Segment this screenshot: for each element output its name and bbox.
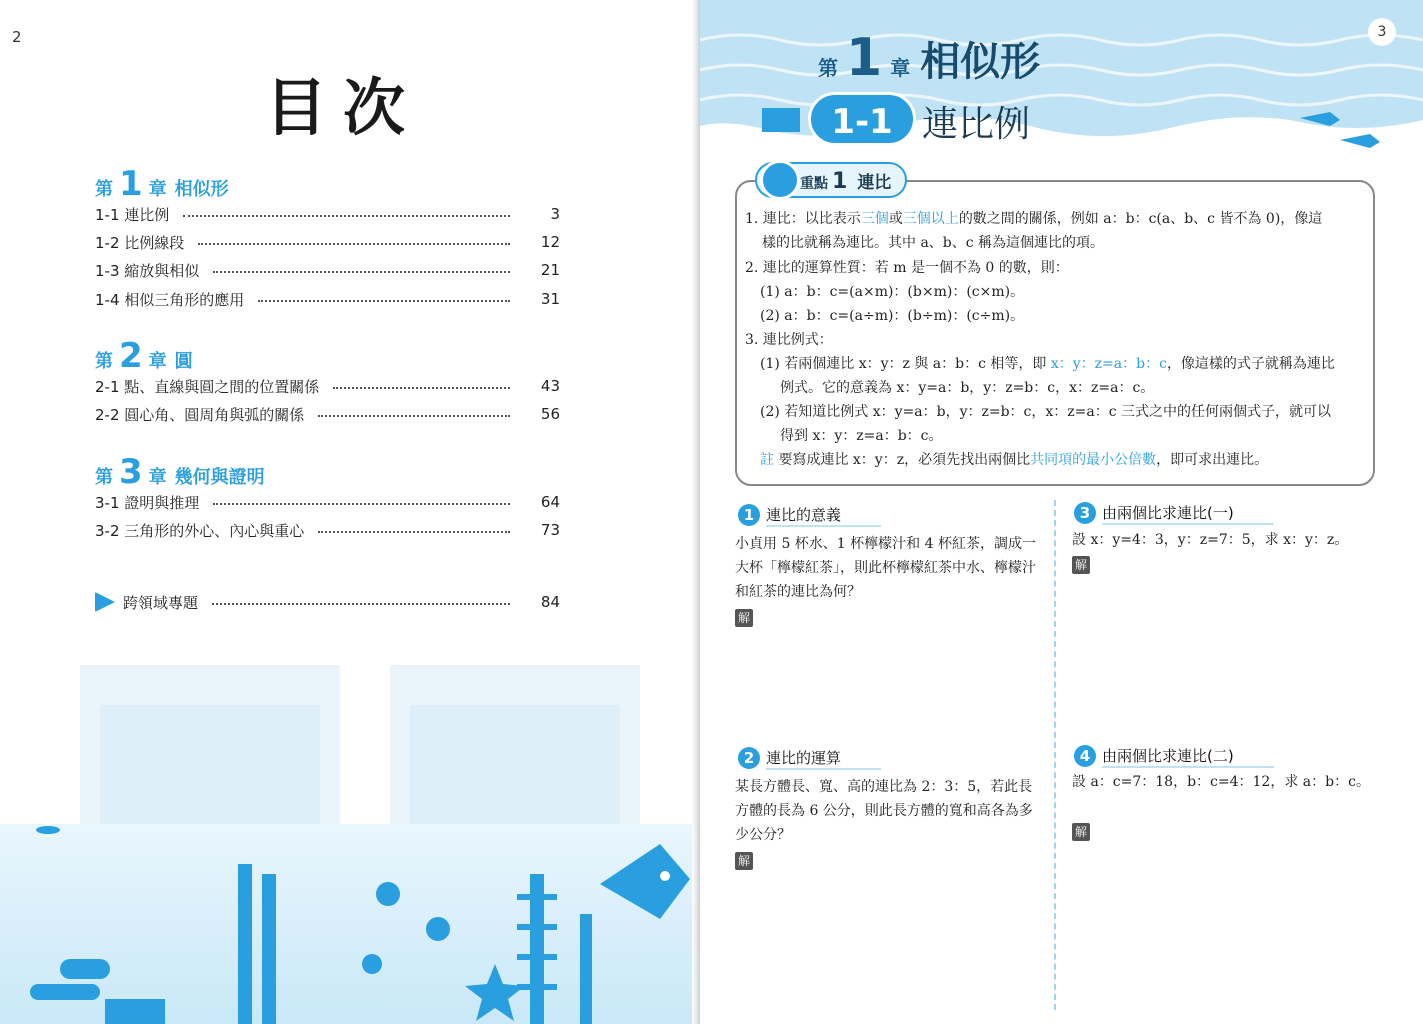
chapter-label-post: 章 [148, 467, 167, 488]
toc-entry[interactable] [95, 403, 560, 425]
key-point-title: 連比 [857, 173, 892, 193]
toc-chapter-1[interactable] [95, 164, 229, 204]
toc-entry[interactable] [95, 375, 560, 397]
chapter-name: 幾何與證明 [174, 467, 265, 488]
example-2-text: 某長方體長、寬、高的連比為 2：3：5，若此長方體的長為 6 公分，則此長方體的寬和高各為多少公分？ [735, 779, 1033, 843]
toc-entry-label: 跨領域專題 [123, 593, 199, 612]
example-title: 連比的意義 [766, 504, 881, 527]
column-divider [1054, 500, 1056, 1010]
chapter-name: 圓 [174, 351, 193, 372]
answer-mark: 解 [1072, 556, 1090, 574]
sea-floor-illustration [0, 824, 700, 1024]
page-number-left: 2 [12, 28, 22, 46]
toc-entry-label: 2-1 點、直線與圓之間的位置關係 [95, 377, 320, 396]
example-3-text: 設 x：y=4：3，y：z=7：5，求 x：y：z。 [1072, 532, 1349, 548]
key-note: 註 要寫成連比 x：y：z，必須先找出兩個比共同項的最小公倍數，即可求出連比。 [760, 452, 1269, 468]
key-line: 3. 連比例式： [745, 332, 833, 348]
leader-dots [212, 603, 510, 605]
chapter-label-pre: 第 [95, 351, 113, 372]
chapter-label-post: 章 [148, 351, 167, 372]
left-page [0, 0, 700, 1024]
key-point-label [800, 168, 891, 194]
toc-entry-page: 31 [540, 290, 560, 308]
key-line: (1) a：b：c=(a×m)：(b×m)：(c×m)。 [760, 284, 1025, 300]
key-line: 例式。它的意義為 x：y=a：b，y：z=b：c，x：z=a：c。 [780, 380, 1155, 396]
chapter-label-pre: 第 [95, 467, 113, 488]
toc-entry-page: 12 [540, 233, 560, 251]
section-title: 連比例 [922, 104, 1031, 145]
right-page [700, 0, 1423, 1024]
leader-dots [213, 503, 510, 505]
play-icon [95, 592, 115, 612]
key-line: 1. 連比：以比表示三個或三個以上的數之間的關係，例如 a：b：c(a、b、c 皆不為 0)，像這 [745, 211, 1323, 227]
toc-entry[interactable] [95, 491, 560, 513]
chapter-name: 相似形 [920, 39, 1041, 85]
toc-special-topic[interactable] [95, 591, 560, 613]
toc-entry-page: 73 [540, 521, 560, 539]
leader-dots [318, 415, 510, 417]
toc-entry-label: 1-1 連比例 [95, 205, 170, 224]
key-line: 得到 x：y：z=a：b：c。 [780, 428, 943, 444]
chapter-number: 3 [119, 452, 143, 492]
chapter-number: 1 [119, 164, 143, 204]
page-number-right: 3 [1368, 18, 1396, 46]
chapter-number: 1 [846, 28, 883, 88]
key-line: (1) 若兩個連比 x：y：z 與 a：b：c 相等，即 x：y：z=a：b：c，像這樣的式子就稱為連比 [760, 356, 1335, 372]
key-line: (2) a：b：c=(a÷m)：(b÷m)：(c÷m)。 [760, 308, 1025, 324]
chapter-label-post: 章 [890, 56, 911, 80]
example-number: 4 [1074, 745, 1096, 767]
chapter-label-pre: 第 [818, 56, 838, 80]
toc-entry[interactable] [95, 259, 560, 281]
example-number: 2 [738, 747, 760, 769]
example-number: 3 [1074, 502, 1096, 524]
toc-entry[interactable] [95, 519, 560, 541]
leader-dots [183, 215, 510, 217]
chapter-number: 2 [119, 336, 143, 376]
toc-entry-page: 3 [550, 205, 560, 223]
toc-title: 目次 [265, 71, 422, 144]
example-1-header [738, 502, 881, 528]
toc-entry-label: 1-2 比例線段 [95, 233, 185, 252]
example-1-text: 小貞用 5 杯水、1 杯檸檬汁和 4 杯紅茶，調成一大杯「檸檬紅茶」，則此杯檸檬紅茶中水、檸檬汁和紅茶的連比為何？ [735, 536, 1036, 600]
example-4-text: 設 a：c=7：18，b：c=4：12，求 a：b：c。 [1072, 774, 1370, 790]
chapter-heading [818, 28, 1040, 88]
key-line: 樣的比就稱為連比。其中 a、b、c 稱為這個連比的項。 [762, 235, 1105, 251]
key-line: (2) 若知道比例式 x：y=a：b，y：z=b：c，x：z=a：c 三式之中的任何兩個式子，就可以 [760, 404, 1332, 420]
toc-entry[interactable] [95, 231, 560, 253]
fish-icon [760, 160, 800, 200]
leader-dots [213, 271, 510, 273]
example-title: 由兩個比求連比(一) [1102, 502, 1274, 525]
example-2-header [738, 745, 881, 771]
leader-dots [198, 243, 510, 245]
chapter-name: 相似形 [174, 179, 229, 200]
toc-chapter-2[interactable] [95, 336, 193, 376]
toc-chapter-3[interactable] [95, 452, 265, 492]
toc-entry-label: 1-3 縮放與相似 [95, 261, 200, 280]
chapter-label-pre: 第 [95, 179, 113, 200]
toc-entry-label: 2-2 圓心角、圓周角與弧的關係 [95, 405, 305, 424]
toc-entry-label: 3-1 證明與推理 [95, 493, 200, 512]
leader-dots [333, 387, 510, 389]
toc-entry-page: 84 [540, 593, 560, 611]
chapter-label-post: 章 [148, 179, 167, 200]
key-line: 2. 連比的運算性質：若 m 是一個不為 0 的數，則： [745, 260, 1069, 276]
key-point-number: 1 [832, 169, 848, 194]
leader-dots [318, 531, 510, 533]
toc-entry-label: 3-2 三角形的外心、內心與重心 [95, 521, 305, 540]
header-wave-banner [700, 0, 1423, 160]
example-number: 1 [738, 504, 760, 526]
example-title: 連比的運算 [766, 747, 881, 770]
answer-mark: 解 [735, 852, 753, 870]
leader-dots [258, 300, 510, 302]
section-number-badge: 1-1 [808, 92, 916, 146]
toc-entry[interactable] [95, 288, 560, 310]
toc-entry-page: 56 [540, 405, 560, 423]
example-title: 由兩個比求連比(二) [1102, 745, 1274, 768]
toc-entry-page: 21 [540, 261, 560, 279]
example-3-header [1074, 500, 1274, 526]
toc-entry-page: 64 [540, 493, 560, 511]
example-4-header [1074, 743, 1274, 769]
key-point-tag: 重點 [800, 176, 828, 192]
toc-entry[interactable] [95, 203, 560, 225]
answer-mark: 解 [735, 609, 753, 627]
note-mark: 註 [760, 452, 774, 468]
toc-entry-page: 43 [540, 377, 560, 395]
answer-mark: 解 [1072, 823, 1090, 841]
toc-entry-label: 1-4 相似三角形的應用 [95, 290, 245, 309]
